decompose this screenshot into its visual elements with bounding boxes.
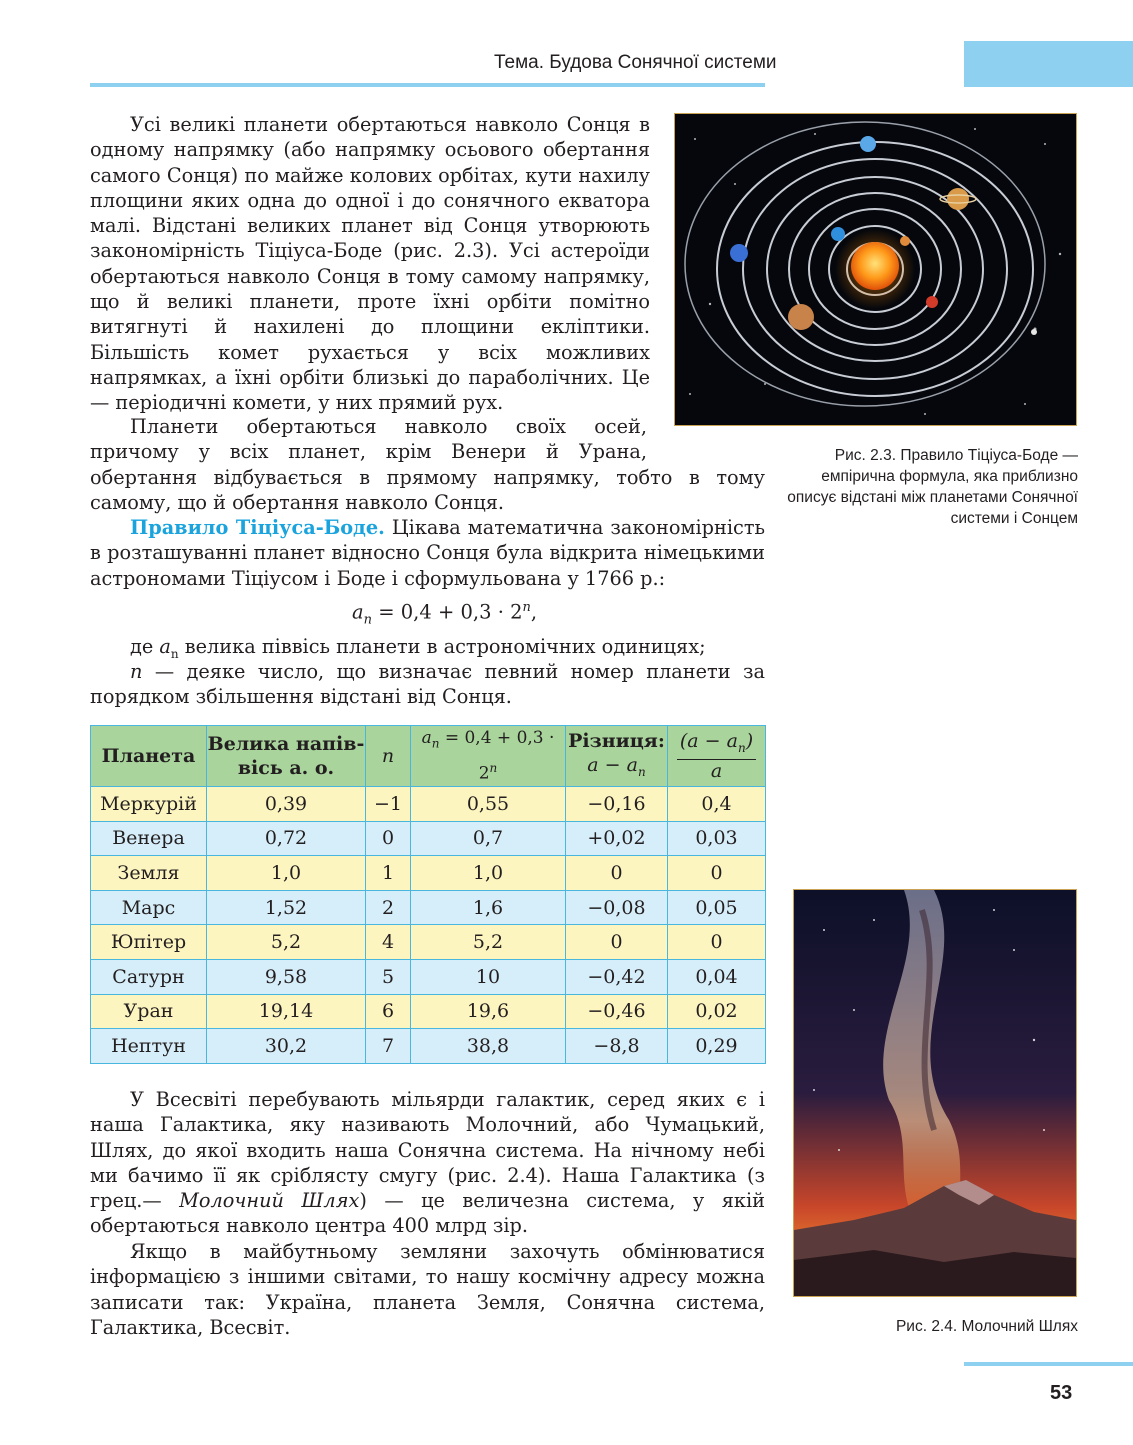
figure-2-4-caption: Рис. 2.4. Молочний Шлях [895, 1318, 1078, 1335]
header-semi-major-axis: Велика напів- вісь а. о. [207, 726, 366, 787]
paragraph-planet-rotation: Планети обертаються навколо своїх осей, причому у всіх планет, крім Венери й Урана, обертання відбувається в прямому напрямку, тобто в тому самому, що й обертання навколо Сонця. [90, 415, 765, 514]
header-n: n [366, 726, 411, 787]
ratio-fraction: $\frac{(a - a_n)}{a}$ [677, 730, 756, 782]
header-difference: Різниця: $a - a_n$ [566, 726, 668, 787]
paragraph-galaxy: У Всесвіті перебувають мільярди галактик, серед яких є і наша Галактика, яку називають Молочний, або Чумацький, Шлях, до якої входить наша Сонячна система. На нічному небі ми бачимо її як сріблясту смугу (рис. 2.4). Наша Галактика (з грец.— Молочний Шлях) — це величезна система, у якій обертаються навколо центра 400 млрд зір. [90, 1088, 765, 1238]
paragraph-planets-orbits: Усі великі планети обертаються навколо Сонця в одному напрямку (або напрямку осьового обертання самого Сонця) по майже колових орбітах, кути нахилу площини яких одна до одної і до сонячного екватора малі. Відстані великих планет від Сонця утворюють закономірність Тіціуса-Боде (рис. 2.3). Усі астероїди обертаються навколо Сонця в тому самому напрямку, що й великі планети, проте їхні орбіти помітно витягнуті й нахилені до площини екліптики. Більшість комет рухається у всіх можливих напрямках, а їхні орбіти близькі до параболічних. Це — періодичні комети, у них прямий рух. [90, 113, 650, 415]
milky-way-photo [793, 889, 1077, 1297]
running-header-title: Тема. Будова Сонячної системи [494, 52, 777, 73]
table-row: Сатурн 9,58 5 10 −0,42 0,04 [91, 959, 766, 994]
header-tab-block [964, 41, 1133, 87]
solar-system-drawing [675, 114, 1076, 425]
planet-distance-table [90, 725, 766, 1064]
paragraph-formula-where-a: де $a_n$ велика піввісь планети в астрономічних одиницях; [130, 635, 706, 661]
titius-bode-formula: $a_n = 0,4 + 0,3 \cdot 2^n$, [352, 600, 538, 628]
table-row: Венера 0,72 0 0,7 +0,02 0,03 [91, 821, 766, 856]
footer-rule [964, 1362, 1133, 1366]
rule-term: Правило Тіціуса-Боде. [130, 516, 385, 539]
table-row: Уран 19,14 6 19,6 −0,46 0,02 [91, 994, 766, 1029]
table-row: Нептун 30,2 7 38,8 −8,8 0,29 [91, 1029, 766, 1064]
paragraph-formula-where-n: n — деяке число, що визначає певний номер планети за порядком збільшення відстані від Сонця. [90, 660, 765, 709]
header-planet: Планета [91, 726, 207, 787]
figure-2-3-caption: Рис. 2.3. Правило Тіціуса-Боде — емпірична формула, яка приблизно описує відстані між планетами Сонячної системи і Сонцем [787, 447, 1078, 527]
page-number: 53 [1050, 1382, 1073, 1404]
header-formula: $a_n = 0,4 + 0,3 \cdot 2^n$ [411, 726, 566, 787]
table-row: Меркурій 0,39 −1 0,55 −0,16 0,4 [91, 787, 766, 822]
table-row: Юпітер 5,2 4 5,2 0 0 [91, 925, 766, 960]
table-header-row [91, 726, 766, 787]
table-row: Марс 1,52 2 1,6 −0,08 0,05 [91, 890, 766, 925]
paragraph-titius-bode-rule: Правило Тіціуса-Боде. Цікава математична закономірність в розташуванні планет відносно Сонця була відкрита німецькими астрономами Тіціусом і Боде і сформульована у 1766 р.: [90, 516, 765, 590]
solar-system-illustration [674, 113, 1077, 426]
paragraph-cosmic-address: Якщо в майбутньому земляни захочуть обмінюватися інформацією з іншими світами, то нашу космічну адресу можна записати так: Україна, планета Земля, Сонячна система, Галактика, Всесвіт. [90, 1240, 765, 1339]
milky-way-drawing [794, 890, 1076, 1296]
header-rule [90, 83, 765, 87]
table-row: Земля 1,0 1 1,0 0 0 [91, 856, 766, 891]
header-ratio [668, 726, 766, 787]
